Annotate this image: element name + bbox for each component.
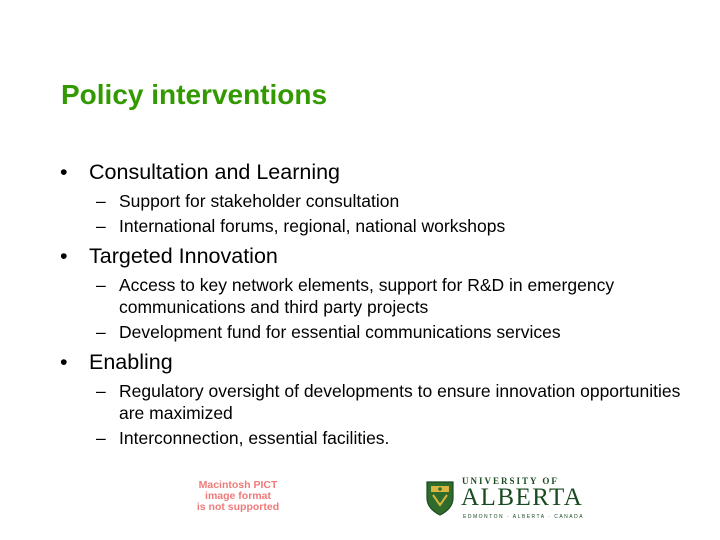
bullet-mark: • (60, 350, 68, 374)
sub-text: Interconnection, essential facilities. (119, 428, 390, 448)
sub-item (60, 274, 700, 318)
sub-item (60, 321, 700, 343)
dash-mark: – (96, 428, 106, 448)
logo-main-text: ALBERTA (461, 484, 584, 511)
bullet-item (60, 158, 700, 186)
bullet-item (60, 348, 700, 376)
sub-text: Access to key network elements, support for R&D in emergency communications and third party projects (119, 275, 615, 317)
bullet-text: Consultation and Learning (89, 160, 341, 184)
university-of-alberta-logo (425, 476, 585, 522)
bullet-text: Enabling (89, 350, 173, 374)
sub-text: Regulatory oversight of developments to ensure innovation opportunities are maximized (119, 381, 681, 423)
placeholder-line: Macintosh PICT (198, 479, 278, 491)
sub-text: Development fund for essential communications services (119, 322, 561, 342)
bullet-group-innovation (60, 242, 700, 343)
sub-item (60, 215, 700, 237)
bullet-list (60, 158, 700, 454)
dash-mark: – (96, 275, 106, 295)
bullet-mark: • (60, 160, 68, 184)
bullet-text: Targeted Innovation (89, 244, 278, 268)
dash-mark: – (96, 191, 106, 211)
sub-text: International forums, regional, national workshops (119, 216, 506, 236)
footer-logos (0, 470, 720, 520)
placeholder-line: image format (205, 490, 271, 502)
dash-mark: – (96, 216, 106, 236)
sub-item (60, 190, 700, 212)
unsupported-image-placeholder (188, 480, 288, 513)
logo-sub-text: EDMONTON · ALBERTA · CANADA (463, 514, 585, 520)
crest-icon (425, 480, 455, 516)
slide-title: Policy interventions (61, 79, 328, 110)
sub-text: Support for stakeholder consultation (119, 191, 400, 211)
sub-item (60, 380, 700, 424)
bullet-mark: • (60, 244, 68, 268)
bullet-group-consultation (60, 158, 700, 237)
sub-item (60, 427, 700, 449)
dash-mark: – (96, 381, 106, 401)
placeholder-line: is not supported (196, 501, 280, 513)
dash-mark: – (96, 322, 106, 342)
bullet-item (60, 242, 700, 270)
bullet-group-enabling (60, 348, 700, 449)
logo-top-text: UNIVERSITY OF (462, 476, 559, 486)
